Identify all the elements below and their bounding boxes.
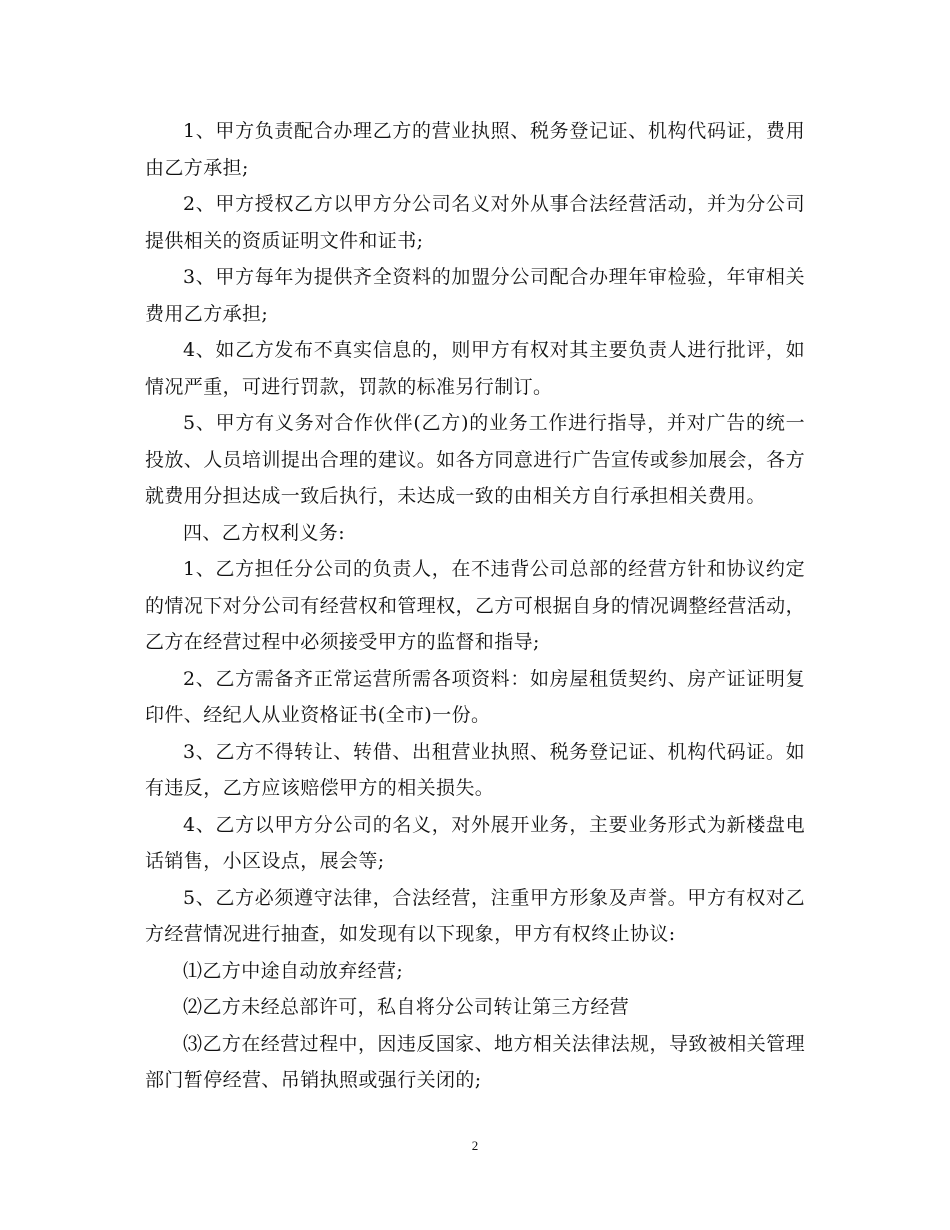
paragraph: 4、如乙方发布不真实信息的，则甲方有权对其主要负责人进行批评，如情况严重，可进行罚款，罚款的标准另行制订。: [145, 339, 805, 398]
document-body: [145, 113, 805, 1099]
list-item: ⑶乙方在经营过程中，因违反国家、地方相关法律法规，导致被相关管理部门暂停经营、吊销执照或强行关闭的;: [145, 1032, 805, 1091]
paragraph: 5、乙方必须遵守法律，合法经营，注重甲方形象及声誉。甲方有权对乙方经营情况进行抽查，如发现有以下现象，甲方有权终止协议:: [145, 886, 805, 945]
paragraph: 3、甲方每年为提供齐全资料的加盟分公司配合办理年审检验，年审相关费用乙方承担;: [145, 266, 805, 325]
paragraph: 3、乙方不得转让、转借、出租营业执照、税务登记证、机构代码证。如有违反，乙方应该赔偿甲方的相关损失。: [145, 740, 805, 799]
paragraph: 1、甲方负责配合办理乙方的营业执照、税务登记证、机构代码证，费用由乙方承担;: [145, 120, 805, 179]
page-number: 2: [471, 1138, 479, 1153]
paragraph: 2、甲方授权乙方以甲方分公司名义对外从事合法经营活动，并为分公司提供相关的资质证明文件和证书;: [145, 193, 805, 252]
section-heading: 四、乙方权利义务:: [183, 521, 346, 544]
list-item: ⑵乙方未经总部许可，私自将分公司转让第三方经营: [183, 996, 630, 1018]
paragraph: 1、乙方担任分公司的负责人，在不违背公司总部的经营方针和协议约定的情况下对分公司有经营权和管理权，乙方可根据自身的情况调整经营活动，乙方在经营过程中必须接受甲方的监督和指导;: [145, 558, 805, 653]
list-item: ⑴乙方中途自动放弃经营;: [183, 959, 404, 982]
paragraph: 2、乙方需备齐正常运营所需各项资料：如房屋租赁契约、房产证证明复印件、经纪人从业资格证书(全市)一份。: [145, 667, 805, 726]
paragraph: 4、乙方以甲方分公司的名义，对外展开业务，主要业务形式为新楼盘电话销售，小区设点，展会等;: [145, 813, 805, 872]
paragraph: 5、甲方有义务对合作伙伴(乙方)的业务工作进行指导，并对广告的统一投放、人员培训提出合理的建议。如各方同意进行广告宣传或参加展会，各方就费用分担达成一致后执行，未达成一致的由相关方自行承担相关费用。: [145, 412, 805, 507]
